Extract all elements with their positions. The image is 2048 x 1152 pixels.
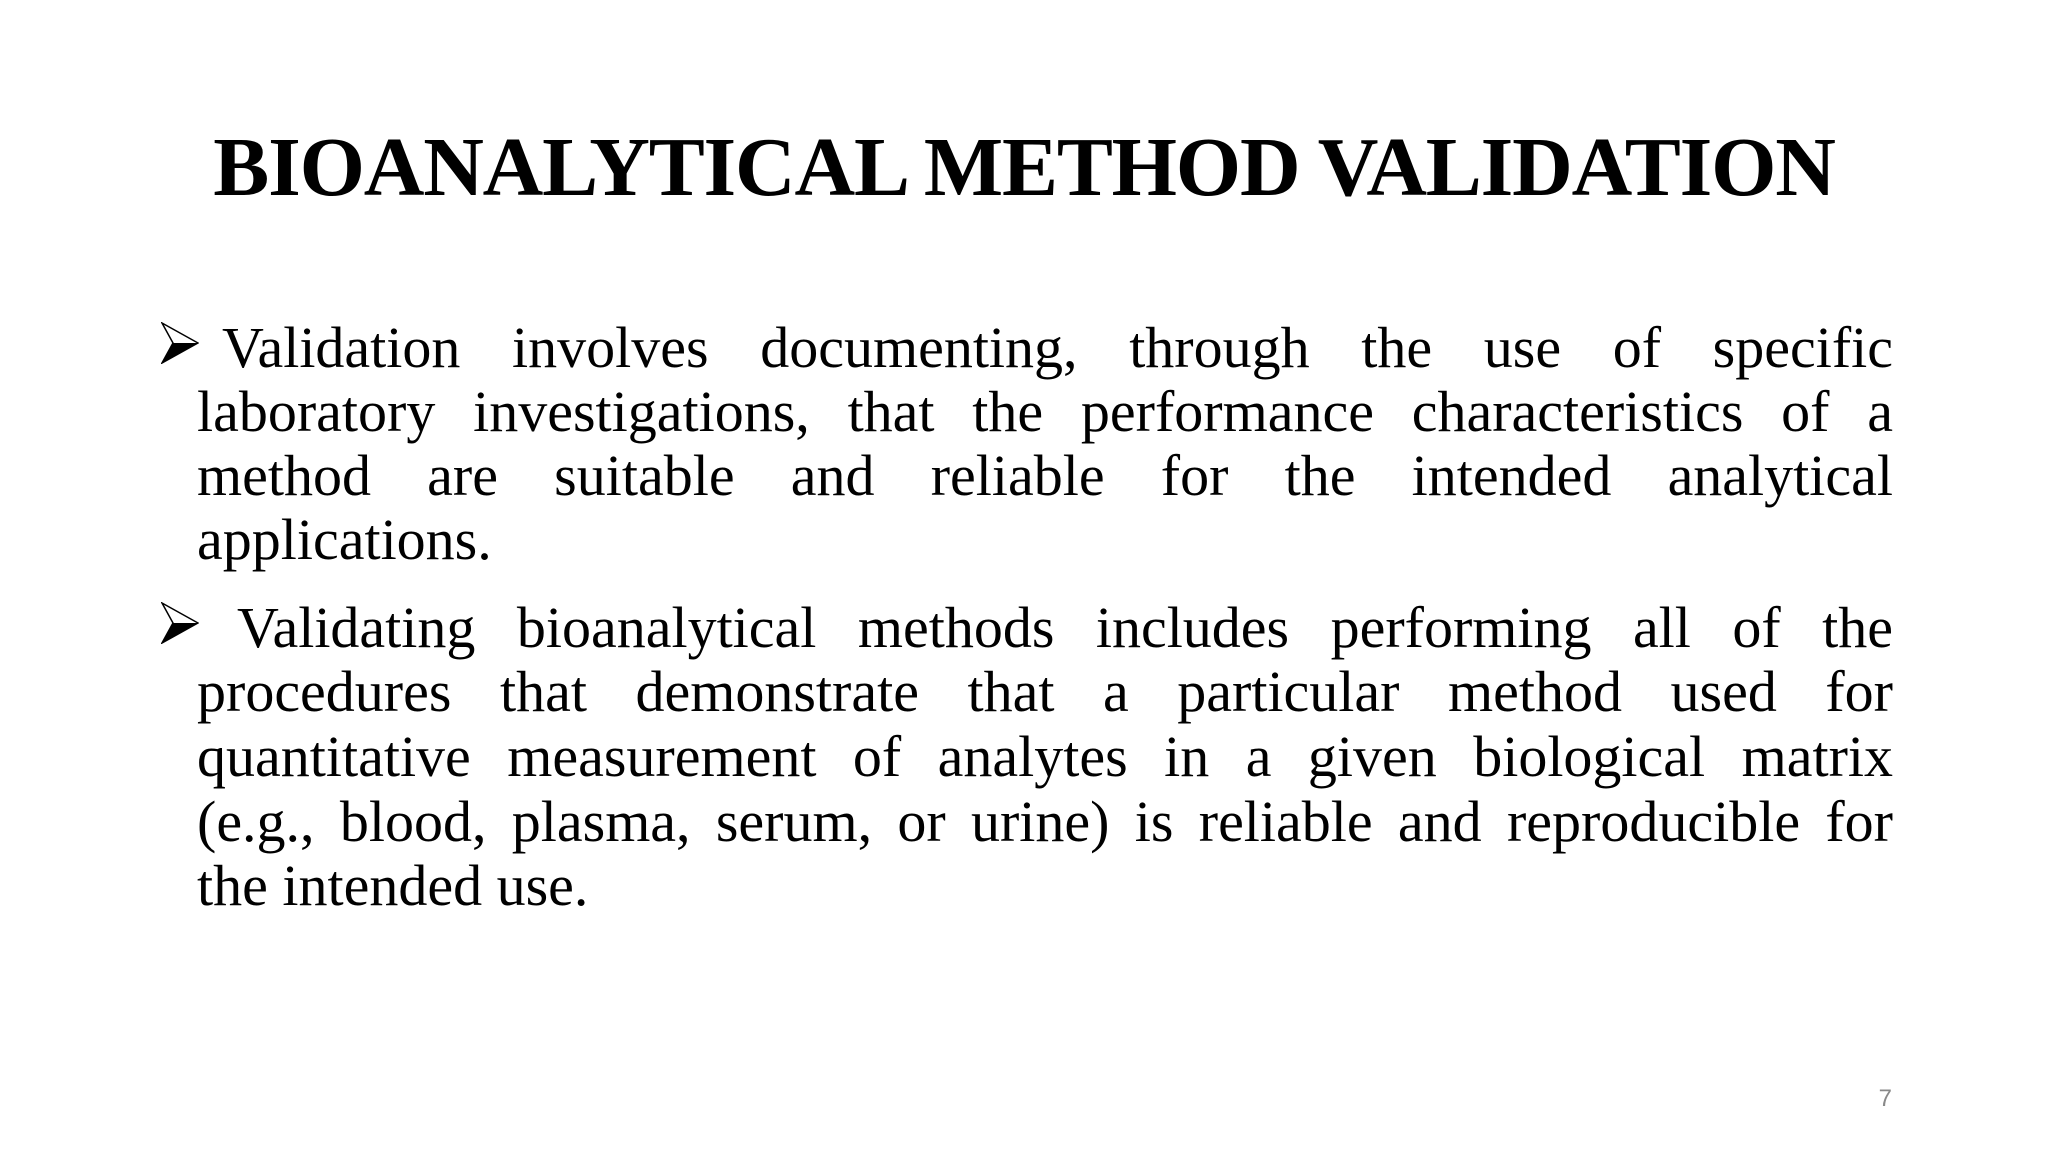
paragraph-2-line-2: procedures that demonstrate that a particular method used for xyxy=(197,659,1893,724)
paragraph-2-line-3: quantitative measurement of analytes in a given biological matrix xyxy=(197,724,1893,789)
paragraph-1-line-1: Validation involves documenting, through the use of specific xyxy=(222,315,1893,380)
page-number: 7 xyxy=(1878,1085,1892,1112)
paragraph-2-line-4: (e.g., blood, plasma, serum, or urine) is reliable and reproducible for xyxy=(197,789,1893,854)
paragraph-2-line-1: Validating bioanalytical methods includes performing all of the xyxy=(237,595,1893,660)
slide-title: BIOANALYTICAL METHOD VALIDATION xyxy=(213,121,1835,214)
arrowhead-bullet-icon xyxy=(161,322,199,364)
arrowhead-bullet-icon xyxy=(161,602,199,644)
paragraph-1-line-3: method are suitable and reliable for the intended analytical xyxy=(197,443,1893,508)
paragraph-2-line-5: the intended use. xyxy=(197,853,589,918)
paragraph-1-line-2: laboratory investigations, that the performance characteristics of a xyxy=(197,379,1893,444)
paragraph-1-line-4: applications. xyxy=(197,507,492,572)
